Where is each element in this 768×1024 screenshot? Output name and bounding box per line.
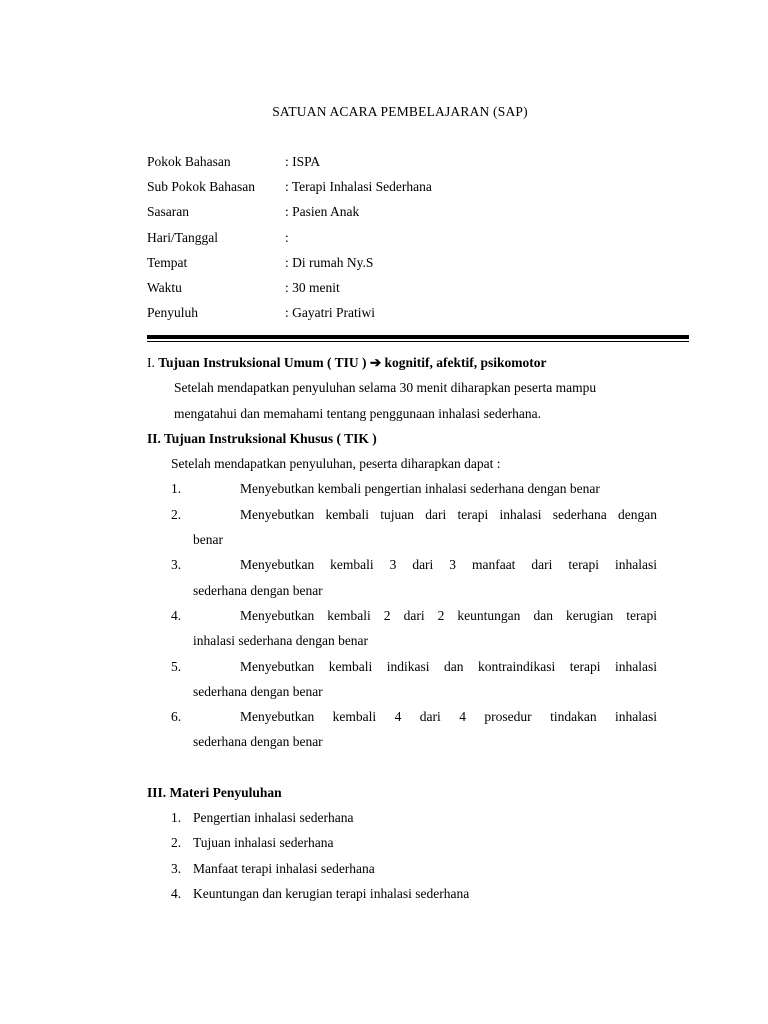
objective-item	[147, 478, 657, 503]
objective-text: Menyebutkan kembali tujuan dari terapi inhalasi sederhana dengan	[240, 506, 657, 522]
objective-item	[147, 554, 657, 579]
document-title: SATUAN ACARA PEMBELAJARAN (SAP)	[272, 104, 528, 119]
section-1-heading	[147, 352, 657, 377]
material-number: 4.	[171, 885, 182, 901]
info-label: Penyuluh	[147, 305, 199, 321]
header-divider-thin	[147, 341, 689, 342]
document-body	[147, 352, 657, 908]
material-item	[147, 858, 657, 883]
objective-text: Menyebutkan kembali 3 dari 3 manfaat dari terapi inhalasi	[240, 557, 657, 573]
info-row	[147, 303, 432, 328]
info-table	[147, 152, 432, 328]
info-value: : 30 menit	[285, 279, 340, 295]
info-row	[147, 253, 432, 278]
objective-text-continued: sederhana dengan benar	[193, 683, 323, 699]
info-label: Sasaran	[147, 204, 189, 220]
objective-number: 2.	[171, 506, 182, 522]
objective-number: 3.	[171, 557, 182, 573]
info-label: Tempat	[147, 254, 188, 270]
section-3-heading: III. Materi Penyuluhan	[147, 784, 282, 800]
section-1-numeral: I.	[147, 355, 159, 370]
info-value: : ISPA	[285, 154, 321, 169]
material-number: 2.	[171, 835, 182, 851]
material-text: Tujuan inhalasi sederhana	[193, 835, 334, 851]
section-1-paragraph-line: mengatahui dan memahami tentang penggunaan inhalasi sederhana.	[174, 405, 541, 421]
objective-number: 4.	[171, 607, 182, 623]
info-row	[147, 278, 432, 303]
objective-number: 5.	[171, 658, 182, 674]
info-row	[147, 152, 432, 177]
material-item	[147, 883, 657, 908]
objective-item	[147, 706, 657, 731]
material-text: Pengertian inhalasi sederhana	[193, 810, 354, 826]
objective-text: Menyebutkan kembali 2 dari 2 keuntungan dan kerugian terapi	[240, 607, 657, 623]
info-row	[147, 202, 432, 227]
material-item	[147, 807, 657, 832]
objective-number: 6.	[171, 709, 182, 725]
objective-text-continued: sederhana dengan benar	[193, 582, 323, 598]
info-value: :	[285, 229, 289, 245]
info-value: : Gayatri Pratiwi	[285, 305, 375, 321]
info-label: Pokok Bahasan	[147, 154, 231, 169]
objective-item	[147, 605, 657, 630]
section-2-heading: II. Tujuan Instruksional Khusus ( TIK )	[147, 430, 377, 446]
objective-item	[147, 504, 657, 529]
info-row	[147, 228, 432, 253]
objective-text-continued: inhalasi sederhana dengan benar	[193, 633, 369, 649]
objective-text: Menyebutkan kembali 4 dari 4 prosedur tindakan inhalasi	[240, 709, 657, 725]
material-item	[147, 832, 657, 857]
spacer	[147, 757, 657, 782]
info-value: : Di rumah Ny.S	[285, 254, 374, 270]
header-divider-thick	[147, 335, 689, 339]
material-text: Manfaat terapi inhalasi sederhana	[193, 860, 375, 876]
info-label: Waktu	[147, 279, 182, 295]
section-1-title: Tujuan Instruksional Umum ( TIU )	[158, 355, 370, 370]
section-1-title-tail: kognitif, afektif, psikomotor	[381, 355, 547, 370]
material-text: Keuntungan dan kerugian terapi inhalasi sederhana	[193, 885, 470, 901]
info-label: Hari/Tanggal	[147, 229, 219, 245]
section-1-paragraph-line: Setelah mendapatkan penyuluhan selama 30 menit diharapkan peserta mampu	[174, 380, 597, 396]
info-value: : Pasien Anak	[285, 204, 360, 220]
arrow-right-icon: ➔	[369, 355, 382, 370]
objective-text: Menyebutkan kembali indikasi dan kontraindikasi terapi inhalasi	[240, 658, 657, 674]
info-row	[147, 177, 432, 202]
material-number: 1.	[171, 810, 182, 826]
objective-number: 1.	[171, 481, 182, 497]
objective-text-continued: benar	[193, 532, 223, 548]
material-number: 3.	[171, 860, 182, 876]
objective-text-continued: sederhana dengan benar	[193, 734, 323, 750]
objective-text: Menyebutkan kembali pengertian inhalasi sederhana dengan benar	[240, 481, 600, 497]
section-2-intro: Setelah mendapatkan penyuluhan, peserta diharapkan dapat :	[171, 456, 501, 472]
objective-item	[147, 656, 657, 681]
info-label: Sub Pokok Bahasan	[147, 179, 255, 195]
info-value: : Terapi Inhalasi Sederhana	[285, 179, 432, 195]
